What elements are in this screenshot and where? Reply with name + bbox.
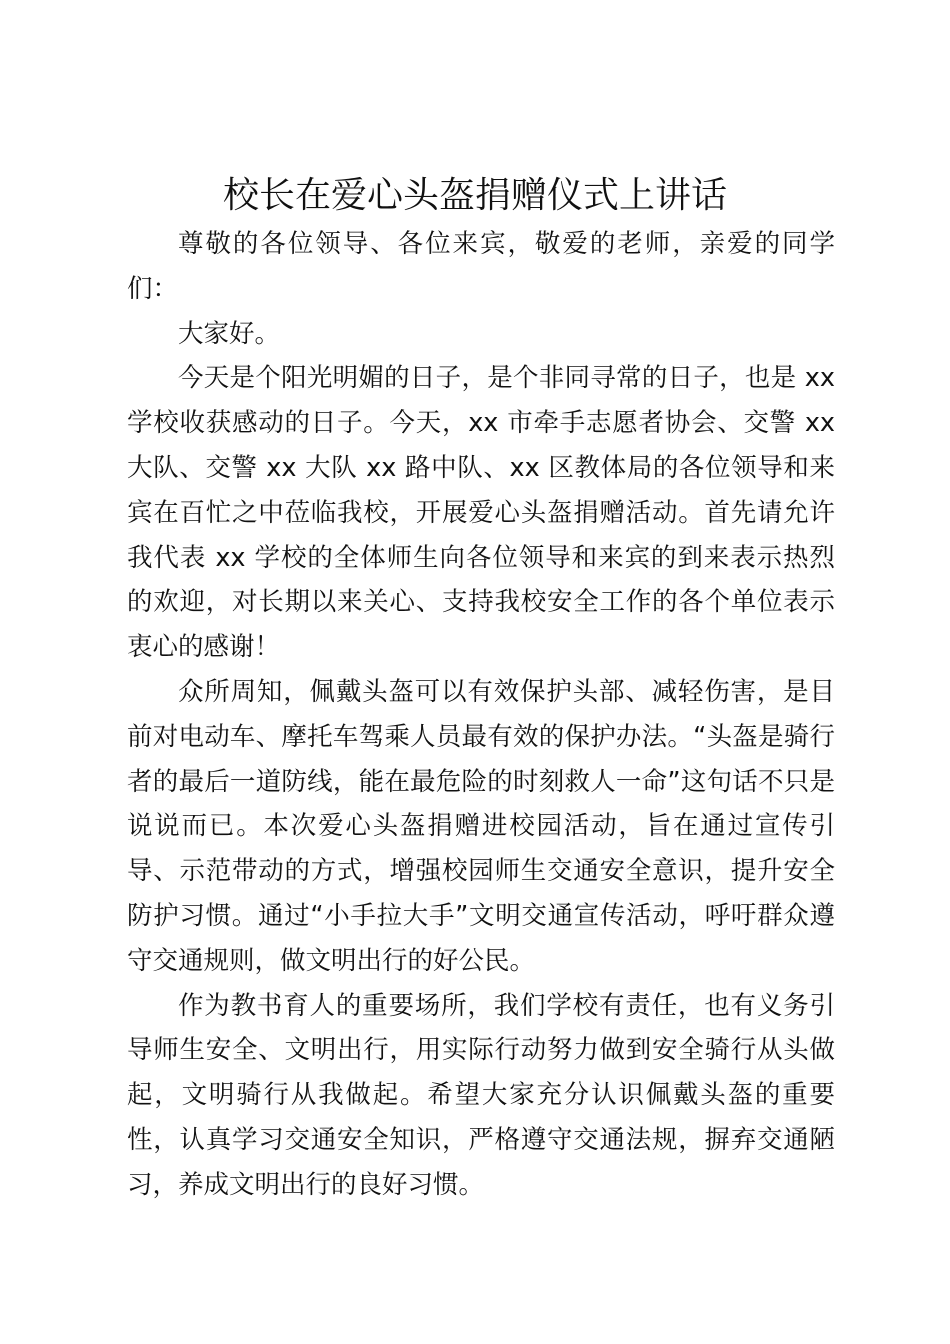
body-paragraph: 作为教书育人的重要场所，我们学校有责任，也有义务引导师生安全、文明出行，用实际行动努力做到安全骑行从头做起，文明骑行从我做起。希望大家充分认识佩戴头盔的重要性，认真学习交通安全知识，严格遵守交通法规，摒弃交通陋习，养成文明出行的良好习惯。 xyxy=(127,990,835,1200)
body-paragraph: 众所周知，佩戴头盔可以有效保护头部、减轻伤害，是目前对电动车、摩托车驾乘人员最有效的保护办法。“头盔是骑行者的最后一道防线，能在最危险的时刻救人一命”这句话不只是说说而已。本次爱心头盔捐赠进校园活动，旨在通过宣传引导、示范带动的方式，增强校园师生交通安全意识，提升安全防护习惯。通过“小手拉大手”文明交通宣传活动，呼吁群众遵守交通规则，做文明出行的好公民。 xyxy=(127,676,835,976)
greeting-paragraph: 大家好。 xyxy=(178,318,281,349)
salutation-paragraph: 尊敬的各位领导、各位来宾，敬爱的老师，亲爱的同学们： xyxy=(127,229,835,304)
document-body xyxy=(127,222,835,1208)
document-title: 校长在爱心头盔捐赠仪式上讲话 xyxy=(222,175,727,216)
body-paragraph: 今天是个阳光明媚的日子，是个非同寻常的日子，也是 xx 学校收获感动的日子。今天，xx 市牵手志愿者协会、交警 xx 大队、交警 xx 大队 xx 路中队、xx 区教体局的各位领导和来宾在百忙之中莅临我校，开展爱心头盔捐赠活动。首先请允许我代表 xx 学校的全体师生向各位领导和来宾的到来表示热烈的欢迎，对长期以来关心、支持我校安全工作的各个单位表示衷心的感谢！ xyxy=(127,363,835,663)
